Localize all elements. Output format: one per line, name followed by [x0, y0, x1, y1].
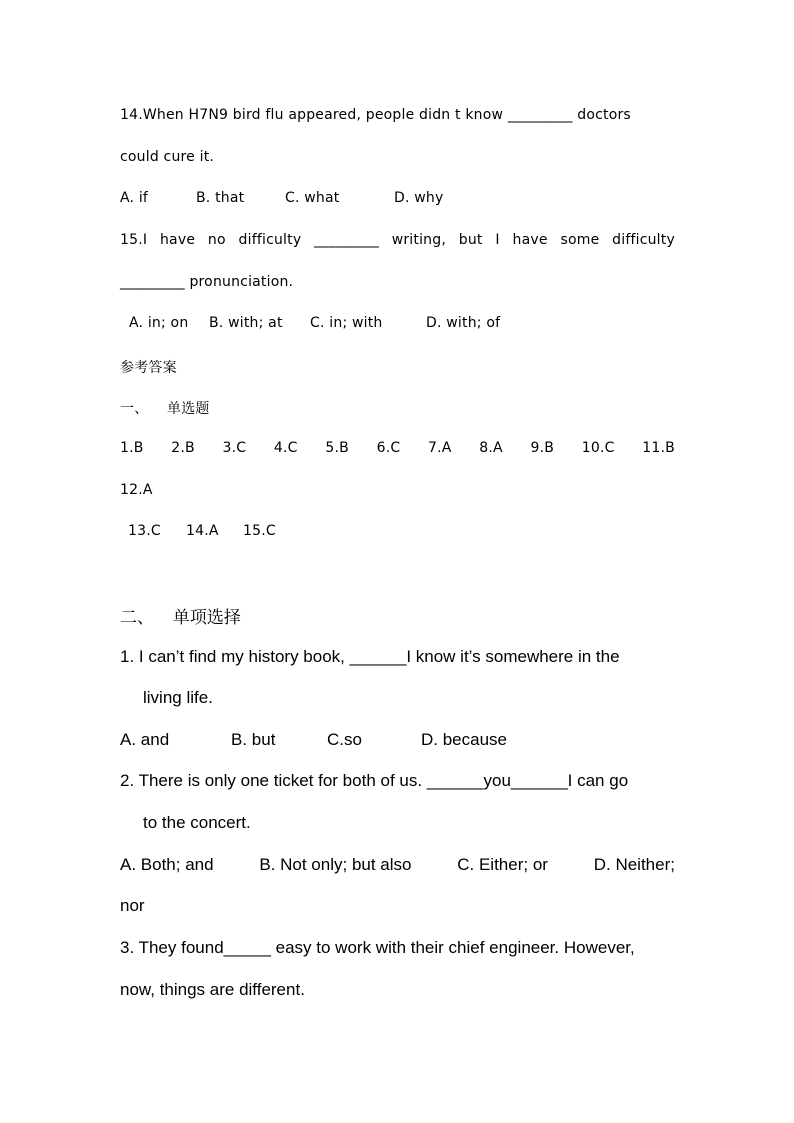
p2-q2-option-a: A. Both; and	[120, 855, 214, 874]
answer-item: 10.C	[581, 440, 615, 456]
p2-q1-options	[120, 730, 675, 750]
q15-word: some	[560, 232, 600, 248]
p2-q2-options-wrap: nor	[120, 896, 145, 915]
answers-row-1	[120, 440, 675, 456]
answer-item: 7.A	[428, 440, 452, 456]
q15-word: difficulty	[238, 232, 302, 248]
p2-q2-option-b: B. Not only; but also	[259, 855, 412, 874]
answer-item: 4.C	[273, 440, 298, 456]
p2-q3-line1: 3. They found_____ easy to work with their chief engineer. However,	[120, 938, 635, 957]
q15-stem-line1	[120, 232, 675, 248]
answers-row-3	[128, 523, 683, 539]
q14-options	[120, 190, 675, 206]
q15-word: no	[207, 232, 226, 248]
q15-options	[129, 315, 684, 331]
q14-stem-text: 14.When H7N9 bird flu appeared, people didn t know _________ doctors	[120, 107, 631, 123]
p2-q2-options	[120, 855, 675, 875]
answer-heading: 参考答案	[120, 360, 177, 376]
q14-option-c: C. what	[285, 190, 340, 206]
section-heading-2: 二、 单项选择	[120, 608, 241, 627]
p2-q1-option-b: B. but	[231, 730, 276, 749]
answer-item: 15.C	[243, 523, 276, 539]
q15-word: difficulty	[612, 232, 675, 248]
answer-item: 1.B	[120, 440, 144, 456]
q15-word: 15.I	[120, 232, 148, 248]
p2-q1-line1: 1. I can’t find my history book, ______I know it’s somewhere in the	[120, 647, 620, 666]
q15-option-d: D. with; of	[426, 315, 501, 331]
q15-stem-line2: _________ pronunciation.	[120, 274, 294, 290]
p2-q2-line1: 2. There is only one ticket for both of us. ______you______I can go	[120, 771, 629, 790]
p2-q2-line2: to the concert.	[143, 813, 251, 832]
answer-item: 6.C	[376, 440, 401, 456]
q14-stem-line1	[120, 107, 675, 123]
q14-option-d: D. why	[394, 190, 444, 206]
answer-item: 3.C	[222, 440, 247, 456]
q15-word: but	[458, 232, 483, 248]
q15-option-a: A. in; on	[129, 315, 189, 331]
answer-item: 9.B	[530, 440, 555, 456]
q15-word: have	[512, 232, 548, 248]
q15-word: I	[495, 232, 500, 248]
q15-option-c: C. in; with	[310, 315, 383, 331]
q14-option-a: A. if	[120, 190, 149, 206]
p2-q2-option-d: D. Neither;	[593, 855, 675, 874]
q15-word: writing,	[391, 232, 446, 248]
q15-word: have	[159, 232, 196, 248]
answer-item: 5.B	[325, 440, 349, 456]
p2-q1-option-c: C.so	[327, 730, 362, 749]
p2-q2-option-c: C. Either; or	[457, 855, 548, 874]
p2-q1-option-d: D. because	[421, 730, 507, 749]
p2-q1-option-a: A. and	[120, 730, 170, 749]
section-heading-1: 一、 单选题	[120, 401, 210, 417]
q14-stem-line2: could cure it.	[120, 149, 215, 165]
answer-item: 13.C	[128, 523, 161, 539]
answer-item: 8.A	[479, 440, 503, 456]
q15-option-b: B. with; at	[209, 315, 283, 331]
answer-item: 2.B	[171, 440, 195, 456]
p2-q3-line2: now, things are different.	[120, 980, 305, 999]
answer-item: 11.B	[642, 440, 675, 456]
q15-blank: _________	[314, 232, 379, 248]
answer-item: 14.A	[186, 523, 219, 539]
q14-option-b: B. that	[196, 190, 245, 206]
answers-row-2: 12.A	[120, 482, 153, 498]
p2-q1-line2: living life.	[143, 688, 213, 707]
